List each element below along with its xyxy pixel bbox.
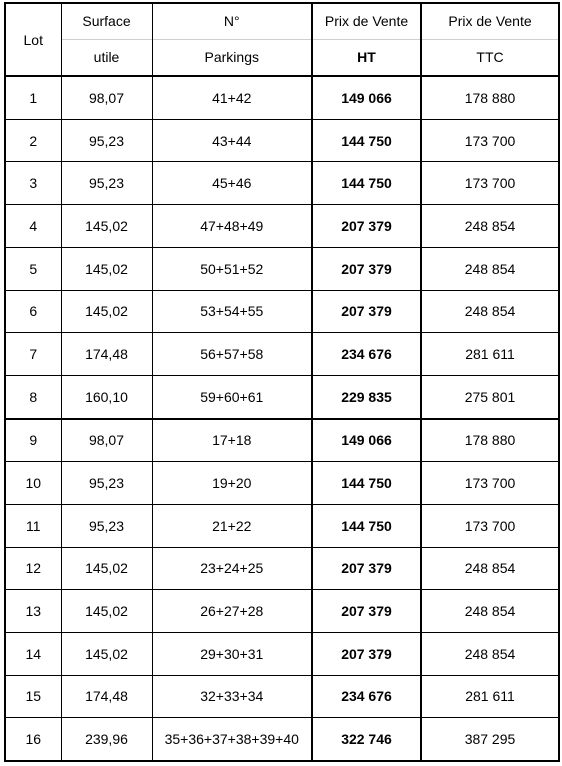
cell-surface: 145,02 <box>61 590 152 633</box>
cell-price-ht: 207 379 <box>312 290 421 333</box>
cell-price-ht: 322 746 <box>312 718 421 761</box>
cell-lot: 14 <box>5 632 61 675</box>
cell-price-ttc: 248 854 <box>421 290 559 333</box>
cell-surface: 95,23 <box>61 119 152 162</box>
cell-price-ttc: 275 801 <box>421 375 559 418</box>
cell-parkings: 29+30+31 <box>152 632 312 675</box>
table-row <box>5 462 559 505</box>
cell-parkings: 45+46 <box>152 162 312 205</box>
cell-surface: 174,48 <box>61 333 152 376</box>
cell-lot: 5 <box>5 247 61 290</box>
cell-price-ht: 207 379 <box>312 205 421 248</box>
cell-price-ttc: 281 611 <box>421 675 559 718</box>
cell-surface: 95,23 <box>61 162 152 205</box>
header-row-1 <box>5 3 559 39</box>
cell-surface: 145,02 <box>61 632 152 675</box>
cell-lot: 8 <box>5 375 61 418</box>
cell-lot: 13 <box>5 590 61 633</box>
cell-surface: 239,96 <box>61 718 152 761</box>
header-ht-line2: HT <box>312 39 421 76</box>
table-row <box>5 375 559 418</box>
cell-price-ht: 207 379 <box>312 632 421 675</box>
cell-price-ht: 144 750 <box>312 162 421 205</box>
cell-parkings: 19+20 <box>152 462 312 505</box>
cell-parkings: 32+33+34 <box>152 675 312 718</box>
cell-lot: 7 <box>5 333 61 376</box>
cell-lot: 9 <box>5 419 61 462</box>
cell-price-ht: 207 379 <box>312 247 421 290</box>
header-ht-line1: Prix de Vente <box>312 3 421 39</box>
table-row <box>5 247 559 290</box>
cell-lot: 4 <box>5 205 61 248</box>
table-row <box>5 675 559 718</box>
cell-price-ht: 207 379 <box>312 547 421 590</box>
cell-price-ht: 234 676 <box>312 333 421 376</box>
cell-price-ttc: 248 854 <box>421 590 559 633</box>
cell-price-ttc: 248 854 <box>421 205 559 248</box>
cell-price-ttc: 248 854 <box>421 632 559 675</box>
cell-price-ht: 149 066 <box>312 76 421 119</box>
cell-price-ht: 229 835 <box>312 375 421 418</box>
cell-price-ttc: 173 700 <box>421 504 559 547</box>
cell-lot: 6 <box>5 290 61 333</box>
header-row-2 <box>5 39 559 76</box>
cell-price-ttc: 281 611 <box>421 333 559 376</box>
cell-parkings: 50+51+52 <box>152 247 312 290</box>
cell-price-ttc: 178 880 <box>421 76 559 119</box>
cell-price-ht: 144 750 <box>312 462 421 505</box>
header-ttc-line2: TTC <box>421 39 559 76</box>
cell-price-ttc: 173 700 <box>421 162 559 205</box>
cell-lot: 3 <box>5 162 61 205</box>
cell-lot: 2 <box>5 119 61 162</box>
header-ttc-line1: Prix de Vente <box>421 3 559 39</box>
cell-parkings: 59+60+61 <box>152 375 312 418</box>
cell-parkings: 26+27+28 <box>152 590 312 633</box>
cell-parkings: 56+57+58 <box>152 333 312 376</box>
cell-surface: 145,02 <box>61 247 152 290</box>
cell-surface: 95,23 <box>61 504 152 547</box>
cell-parkings: 43+44 <box>152 119 312 162</box>
cell-parkings: 41+42 <box>152 76 312 119</box>
cell-lot: 16 <box>5 718 61 761</box>
cell-surface: 145,02 <box>61 205 152 248</box>
table-row <box>5 290 559 333</box>
cell-price-ht: 144 750 <box>312 504 421 547</box>
cell-surface: 145,02 <box>61 547 152 590</box>
header-surface-line1: Surface <box>61 3 152 39</box>
cell-price-ht: 149 066 <box>312 419 421 462</box>
cell-surface: 95,23 <box>61 462 152 505</box>
cell-price-ttc: 248 854 <box>421 247 559 290</box>
cell-price-ttc: 173 700 <box>421 462 559 505</box>
cell-price-ttc: 178 880 <box>421 419 559 462</box>
table-row <box>5 718 559 761</box>
cell-price-ttc: 248 854 <box>421 547 559 590</box>
table-row <box>5 76 559 119</box>
cell-parkings: 47+48+49 <box>152 205 312 248</box>
cell-lot: 10 <box>5 462 61 505</box>
cell-price-ttc: 173 700 <box>421 119 559 162</box>
cell-price-ht: 207 379 <box>312 590 421 633</box>
table-row <box>5 632 559 675</box>
price-table-container <box>4 2 558 762</box>
cell-surface: 98,07 <box>61 419 152 462</box>
price-table-body <box>5 3 559 761</box>
table-row <box>5 119 559 162</box>
header-parking-line1: N° <box>152 3 312 39</box>
cell-surface: 145,02 <box>61 290 152 333</box>
table-row <box>5 162 559 205</box>
cell-parkings: 53+54+55 <box>152 290 312 333</box>
table-row <box>5 419 559 462</box>
header-surface-line2: utile <box>61 39 152 76</box>
cell-surface: 174,48 <box>61 675 152 718</box>
cell-surface: 98,07 <box>61 76 152 119</box>
cell-surface: 160,10 <box>61 375 152 418</box>
cell-price-ht: 234 676 <box>312 675 421 718</box>
table-row <box>5 333 559 376</box>
price-table <box>4 2 560 762</box>
cell-price-ht: 144 750 <box>312 119 421 162</box>
cell-price-ttc: 387 295 <box>421 718 559 761</box>
table-row <box>5 504 559 547</box>
table-row <box>5 547 559 590</box>
cell-lot: 15 <box>5 675 61 718</box>
cell-lot: 11 <box>5 504 61 547</box>
header-parking-line2: Parkings <box>152 39 312 76</box>
cell-parkings: 35+36+37+38+39+40 <box>152 718 312 761</box>
cell-parkings: 21+22 <box>152 504 312 547</box>
table-row <box>5 205 559 248</box>
cell-parkings: 17+18 <box>152 419 312 462</box>
table-row <box>5 590 559 633</box>
header-lot: Lot <box>5 3 61 76</box>
cell-lot: 1 <box>5 76 61 119</box>
cell-parkings: 23+24+25 <box>152 547 312 590</box>
cell-lot: 12 <box>5 547 61 590</box>
